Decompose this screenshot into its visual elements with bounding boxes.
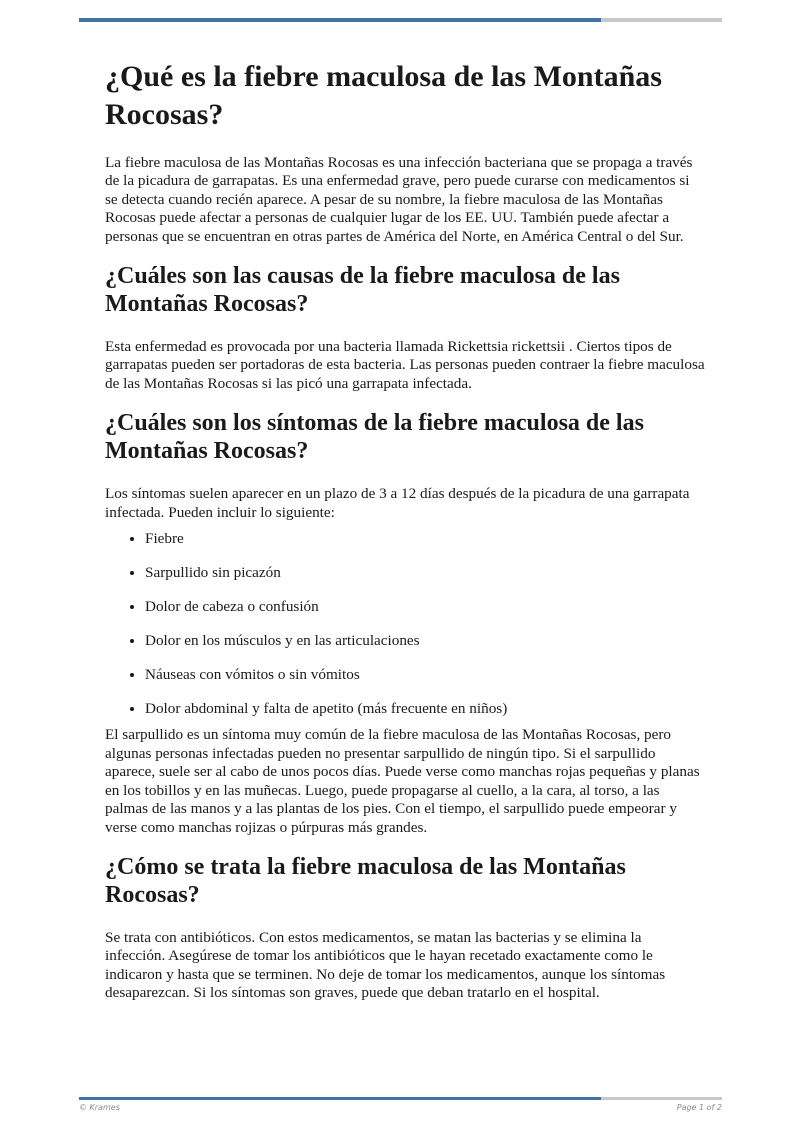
footer-progress-fill [79, 1097, 601, 1100]
symptoms-list [105, 530, 705, 718]
list-item: • Sarpullido sin picazón [145, 564, 705, 582]
list-item: • Náuseas con vómitos o sin vómitos [145, 666, 705, 684]
section-paragraph-rash: El sarpullido es un síntoma muy común de la fiebre maculosa de las Montañas Rocosas, pero algunas personas infectadas pueden no presentar sarpullido de ningún tipo. Si el sarpullido aparece, suele ser al cabo de unos pocos días. Puede verse como manchas rojas pequeñas y planas en los tobillos y en las muñecas. Luego, puede propagarse al cuello, a la cara, al torso, a las palmas de las manos y a las plantas de los pies. Con el tiempo, el sarpullido puede empeorar y verse como manchas rojizas o púrpuras más grandes. [105, 726, 700, 836]
list-item: • Dolor en los músculos y en las articulaciones [145, 632, 705, 650]
footer-page-number: Page 1 of 2 [676, 1103, 722, 1112]
section-heading-treatment: ¿Cómo se trata la fiebre maculosa de las Montañas Rocosas? [105, 853, 626, 908]
list-item: • Fiebre [145, 530, 705, 548]
header-progress-bar [79, 18, 722, 22]
footer-progress-bar [79, 1097, 722, 1100]
list-item: • Dolor abdominal y falta de apetito (más frecuente en niños) [145, 700, 705, 718]
section-heading-causes: ¿Cuáles son las causas de la fiebre maculosa de las Montañas Rocosas? [105, 263, 620, 318]
section-paragraph-causes: Esta enfermedad es provocada por una bacteria llamada Rickettsia rickettsii . Ciertos tipos de garrapatas pueden ser portadoras de esta bacteria. Las personas pueden contraer la fiebre maculosa de las Montañas Rocosas si las picó una garrapata infectada. [105, 338, 705, 392]
section-paragraph-symptoms: Los síntomas suelen aparecer en un plazo de 3 a 12 días después de la picadura de una garrapata infectada. Pueden incluir lo siguiente: [105, 485, 690, 521]
section-paragraph-treatment: Se trata con antibióticos. Con estos medicamentos, se matan las bacterias y se elimina la infección. Asegúrese de tomar los antibióticos que le hayan recetado exactamente como le indicaron y hasta que se terminen. No deje de tomar los medicamentos, aunque los síntomas desaparezcan. Si los síntomas son graves, puede que deban tratarlo en el hospital. [105, 928, 666, 1002]
article [105, 58, 705, 1019]
intro-paragraph: La fiebre maculosa de las Montañas Rocosas es una infección bacteriana que se propaga a través de la picadura de garrapatas. Es una enfermedad grave, pero puede curarse con medicamentos si se detecta cuando recién aparece. A pesar de su nombre, la fiebre maculosa de las Montañas Rocosas puede afectar a personas de cualquier lugar de los EE. UU. También puede afectar a personas que se encuentran en otras partes de América del Norte, en América Central o del Sur. [105, 154, 693, 245]
section-heading-symptoms: ¿Cuáles son los síntomas de la fiebre maculosa de las Montañas Rocosas? [105, 410, 644, 465]
footer-copyright: © Krames [79, 1103, 120, 1112]
page-title: ¿Qué es la fiebre maculosa de las Montañas Rocosas? [105, 60, 662, 131]
list-item: • Dolor de cabeza o confusión [145, 598, 705, 616]
header-progress-fill [79, 18, 601, 22]
